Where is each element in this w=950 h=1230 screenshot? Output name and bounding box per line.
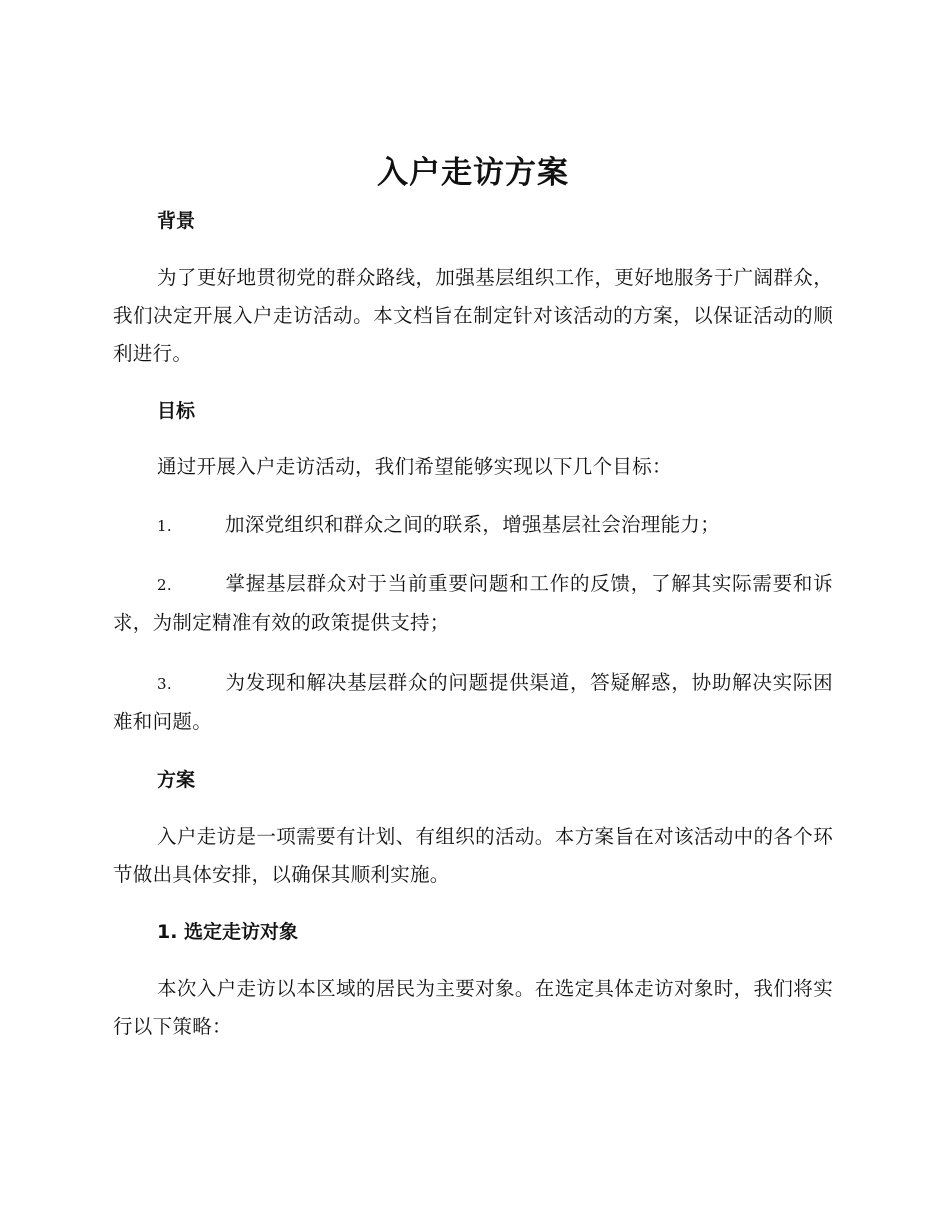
section-heading-plan: 方案 [157,769,196,791]
section-heading-goals: 目标 [157,400,196,422]
list-item-number: 1. [157,517,172,535]
list-item-text: 为发现和解决基层群众的问题提供渠道，答疑解惑，协助解决实际困难和问题。 [113,671,833,733]
goal-list-item [113,565,833,642]
select-targets-paragraph: 本次入户走访以本区域的居民为主要对象。在选定具体走访对象时，我们将实行以下策略： [113,977,833,1038]
list-item-number: 2. [157,576,172,594]
goals-intro-paragraph: 通过开展入户走访活动，我们希望能够实现以下几个目标： [157,455,672,478]
document-body [113,150,833,1046]
section-heading-select-targets: 1. 选定走访对象 [157,921,299,943]
goal-list-item [113,664,833,741]
document-title: 入户走访方案 [377,155,569,191]
list-item-text: 掌握基层群众对于当前重要问题和工作的反馈，了解其实际需要和诉求，为制定精准有效的政策提供支持； [113,572,833,634]
plan-paragraph: 入户走访是一项需要有计划、有组织的活动。本方案旨在对该活动中的各个环节做出具体安排，以确保其顺利实施。 [113,825,833,886]
goal-list-item [113,506,833,545]
background-paragraph: 为了更好地贯彻党的群众路线，加强基层组织工作，更好地服务于广阔群众，我们决定开展入户走访活动。本文档旨在制定针对该活动的方案，以保证活动的顺利进行。 [113,266,833,365]
section-heading-background: 背景 [157,210,196,232]
list-item-number: 3. [157,675,172,693]
list-item-text: 加深党组织和群众之间的联系，增强基层社会治理能力； [225,513,721,536]
